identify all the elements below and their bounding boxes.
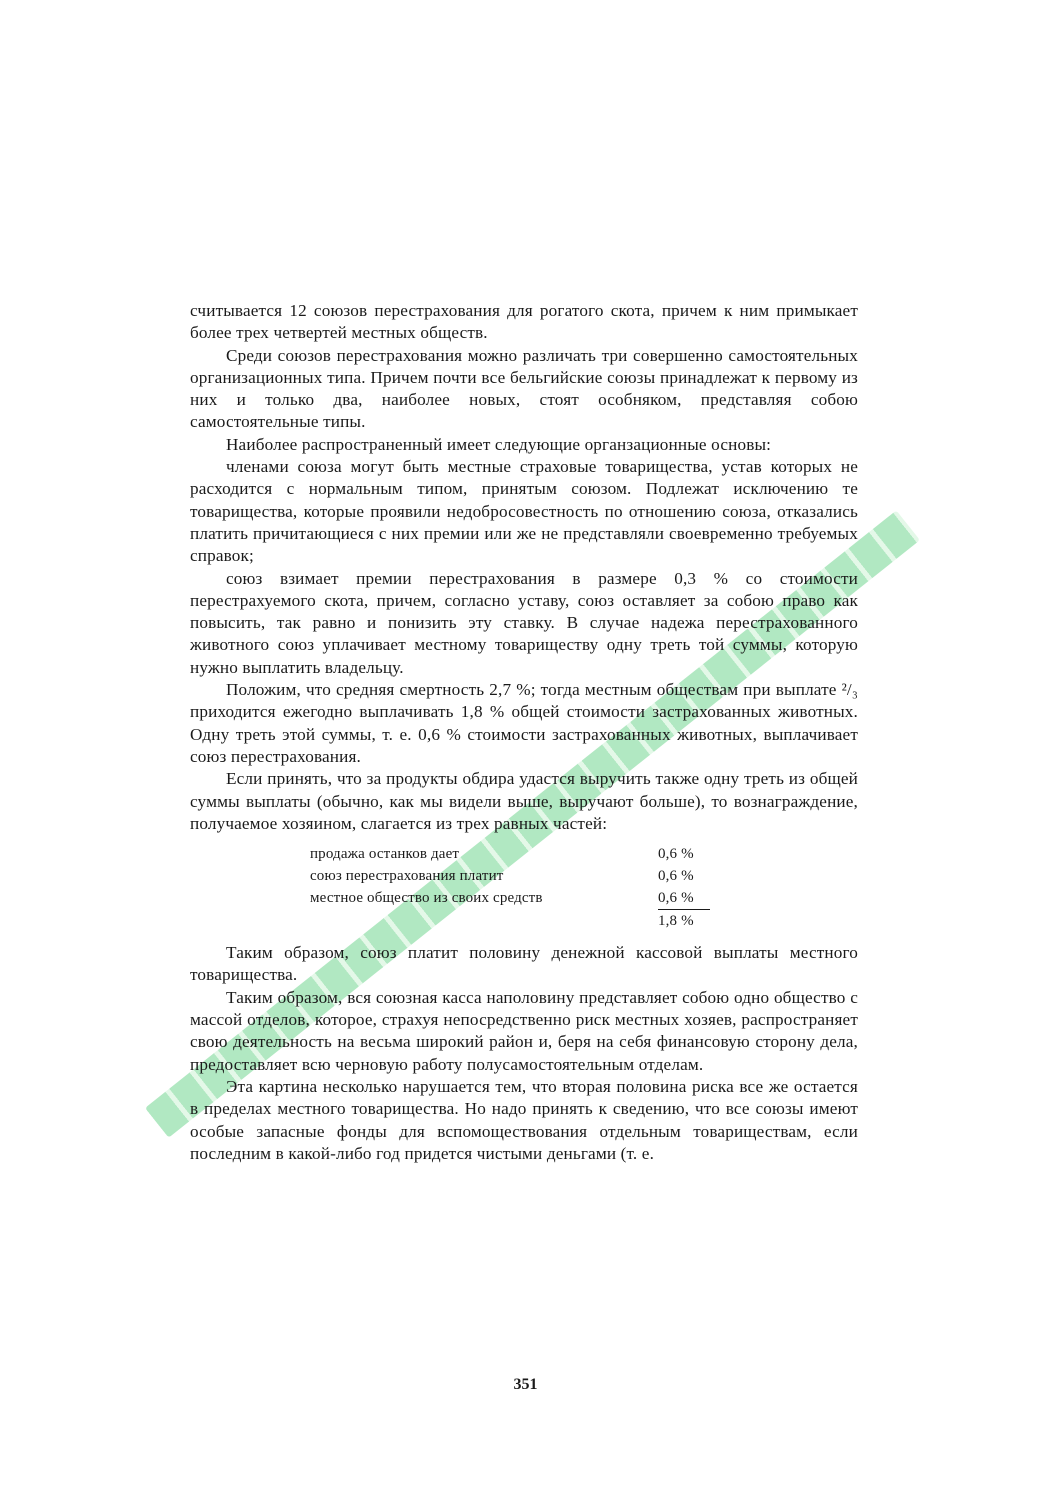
calculation-table (310, 843, 710, 932)
calc-row (310, 843, 710, 865)
paragraph: Среди союзов перестрахования можно различать три совершенно самостоятельных организационных типа. Причем почти все бельгийские союзы принадлежат к первому из них и только два, наиболее новых, стоят особняком, представляя собою самостоятельные типы. (190, 345, 858, 432)
paragraph: Таким образом, вся союзная касса наполовину представляет собою одно общество с массой отделов, которое, страхуя непосредственно риск местных хозяев, распространяет свою деятельность на весьма широкий район и, беря на себя финансовую сторону дела, предоставляет всю черновую работу полусамостоятельным отделам. (190, 987, 858, 1074)
paragraph: союз взимает премии перестрахования в размере 0,3 % со стоимости перестрахуемого скота, причем, согласно уставу, союз оставляет за собою право как повысить, так равно и понизить эту ставку. В случае надежа перестрахованного животного союз уплачивает местному товариществу одну треть той суммы, которую нужно выплатить владельцу. (190, 568, 858, 677)
calc-row (310, 865, 710, 887)
calc-total-row (310, 909, 710, 932)
calc-label: местное общество из своих средств (310, 890, 543, 907)
calc-row (310, 887, 710, 909)
paragraph: Положим, что средняя смертность 2,7 %; тогда местным обществам при выплате ²/₃ приходится ежегодно выплачивать 1,8 % общей стоимости застрахованных животных. Одну треть этой суммы, т. е. 0,6 % стоимости застрахованных животных, выплачивает союз перестрахования. (190, 680, 858, 766)
calc-value: 0,6 % (658, 890, 694, 907)
paragraph: считывается 12 союзов перестрахования для рогатого скота, причем к ним примыкает более трех четвертей местных обществ. (190, 301, 858, 343)
paragraph: Таким образом, союз платит половину денежной кассовой выплаты местного товарищества. (190, 943, 858, 985)
calc-total: 1,8 % (658, 909, 710, 932)
page-number: 351 (513, 1376, 538, 1393)
calc-value: 0,6 % (658, 846, 694, 863)
calc-label: продажа останков дает (310, 846, 460, 863)
paragraph: Наиболее распространенный имеет следующие органзационные основы: (226, 434, 772, 454)
body-text (190, 300, 858, 1165)
paragraph: Если принять, что за продукты обдира удастся выручить также одну треть из общей суммы выплаты (обычно, как мы видели выше, выручают больше), то вознаграждение, получаемое хозяином, слагается из трех равных частей: (190, 769, 858, 833)
paragraph: Эта картина несколько нарушается тем, что вторая половина риска все же остается в пределах местного товарищества. Но надо принять к сведению, что все союзы имеют особые запасные фонды для вспомоществования отдельным товариществам, если последним в какой-либо год придется чистыми деньгами (т. е. (190, 1076, 858, 1163)
paragraph: членами союза могут быть местные страховые товарищества, устав которых не расходится с нормальным типом, принятым союзом. Подлежат исключению те товарищества, которые проявили недобросовестность по отношению союза, отказались платить причитающиеся с них премии или же не представляли своевременно требуемых справок; (190, 457, 858, 566)
calc-label: союз перестрахования платит (310, 868, 504, 885)
calc-value: 0,6 % (658, 868, 694, 885)
